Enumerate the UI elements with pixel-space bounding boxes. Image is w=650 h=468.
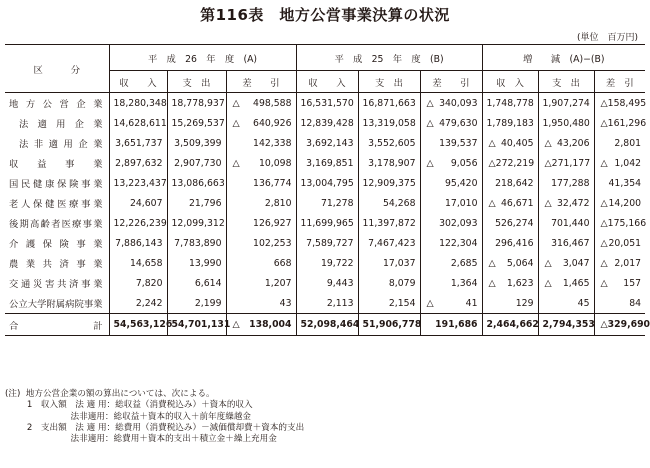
value-cell: 41,354 bbox=[608, 177, 642, 189]
table-row bbox=[5, 213, 645, 233]
value-cell: 129 bbox=[482, 293, 538, 314]
row-label: 法適用企業 bbox=[5, 113, 109, 133]
value-cell: 8,079 bbox=[358, 273, 420, 293]
value-cell: 7,589,727 bbox=[296, 233, 358, 253]
col-header: 収 入 bbox=[296, 71, 358, 93]
value-cell: 19,722 bbox=[296, 253, 358, 273]
value-cell: 2,685 bbox=[420, 253, 482, 273]
value-cell: △ 340,093 bbox=[420, 93, 482, 114]
note-line: (注) 地方公営企業の額の算出については、次による。 bbox=[5, 389, 215, 399]
negative-marker: △ bbox=[488, 137, 496, 149]
unit-label: (単位 百万円) bbox=[576, 33, 638, 43]
value-cell: 9,443 bbox=[296, 273, 358, 293]
value-cell: 136,774 bbox=[226, 173, 296, 193]
page-title: 第116表 地方公営事業決算の状況 bbox=[200, 6, 450, 24]
value-cell: △ 138,004 bbox=[226, 314, 296, 336]
negative-marker: △ bbox=[426, 157, 434, 169]
value-cell: 16,531,570 bbox=[296, 93, 358, 114]
negative-marker: △ bbox=[544, 277, 552, 289]
value-cell: △ 175,166 bbox=[600, 217, 647, 229]
negative-marker: △ bbox=[488, 157, 496, 169]
value-cell: 17,037 bbox=[358, 253, 420, 273]
table-row bbox=[5, 293, 645, 314]
negative-marker: △ bbox=[544, 157, 552, 169]
value-cell: △ 32,472 bbox=[538, 193, 594, 213]
value-cell: 3,509,399 bbox=[167, 133, 226, 153]
note-line: 1 収入額 法 適 用：総収益（消費税込み）＋資本的収入 bbox=[5, 400, 253, 411]
value-cell: △ 1,623 bbox=[482, 273, 538, 293]
col-header: 収 入 bbox=[482, 71, 538, 93]
table-row bbox=[5, 93, 645, 114]
table-row bbox=[5, 113, 645, 133]
value-cell: 71,278 bbox=[296, 193, 358, 213]
negative-marker: △ bbox=[600, 97, 608, 109]
negative-marker: △ bbox=[544, 257, 552, 269]
value-cell: 701,440 bbox=[538, 213, 594, 233]
negative-marker: △ bbox=[426, 97, 434, 109]
value-cell: 296,416 bbox=[482, 233, 538, 253]
value-cell: 1,950,480 bbox=[538, 113, 594, 133]
value-cell: 51,906,778 bbox=[358, 314, 420, 336]
col-header: 収 入 bbox=[109, 71, 167, 93]
value-cell: 1,207 bbox=[226, 273, 296, 293]
table-row bbox=[5, 233, 645, 253]
value-cell: 18,280,348 bbox=[109, 93, 167, 114]
table-row bbox=[5, 273, 645, 293]
row-label: 合 計 bbox=[5, 314, 109, 336]
value-cell: 12,839,428 bbox=[296, 113, 358, 133]
value-cell: △ 271,177 bbox=[538, 153, 594, 173]
note-line: 法非適用：総収益＋資本的収入＋前年度繰越金 bbox=[5, 411, 252, 422]
negative-marker: △ bbox=[232, 157, 240, 169]
value-cell: △ 1,465 bbox=[538, 273, 594, 293]
value-cell: 1,907,274 bbox=[538, 93, 594, 114]
value-cell: 54,563,126 bbox=[109, 314, 167, 336]
negative-marker: △ bbox=[600, 237, 608, 249]
value-cell: △ 9,056 bbox=[420, 153, 482, 173]
value-cell: △ 158,495 bbox=[600, 97, 647, 109]
value-cell: 11,397,872 bbox=[358, 213, 420, 233]
value-cell: 13,004,795 bbox=[296, 173, 358, 193]
col-header: 支 出 bbox=[538, 71, 594, 93]
value-cell: 668 bbox=[226, 253, 296, 273]
row-label: 法非適用企業 bbox=[5, 133, 109, 153]
value-cell: 2,801 bbox=[614, 137, 642, 149]
value-cell: 2,113 bbox=[296, 293, 358, 314]
row-label: 農業共済事業 bbox=[5, 253, 109, 273]
kubun-header: 区 分 bbox=[5, 45, 109, 93]
negative-marker: △ bbox=[600, 117, 608, 129]
value-cell: 54,701,131 bbox=[167, 314, 226, 336]
negative-marker: △ bbox=[232, 117, 240, 129]
negative-marker: △ bbox=[232, 97, 240, 109]
value-cell: 14,628,611 bbox=[109, 113, 167, 133]
value-cell: 122,304 bbox=[420, 233, 482, 253]
value-cell: △ 5,064 bbox=[482, 253, 538, 273]
negative-marker: △ bbox=[488, 197, 496, 209]
value-cell: △ 640,926 bbox=[226, 113, 296, 133]
group-header-h26: 平 成 26 年 度 (A) bbox=[109, 45, 296, 71]
negative-marker: △ bbox=[600, 197, 608, 209]
row-label: 収益事業 bbox=[5, 153, 109, 173]
value-cell: 3,552,605 bbox=[358, 133, 420, 153]
negative-marker: △ bbox=[426, 117, 434, 129]
value-cell: △ 479,630 bbox=[420, 113, 482, 133]
negative-marker: △ bbox=[544, 137, 552, 149]
value-cell: 13,086,663 bbox=[167, 173, 226, 193]
col-header: 差 引 bbox=[420, 71, 482, 93]
note-line: 法非適用：総費用＋資本的支出＋積立金＋繰上充用金 bbox=[5, 434, 277, 445]
value-cell: 7,886,143 bbox=[109, 233, 167, 253]
value-cell: 2,794,353 bbox=[538, 314, 594, 336]
value-cell: 142,338 bbox=[226, 133, 296, 153]
value-cell: 45 bbox=[538, 293, 594, 314]
value-cell: △ 157 bbox=[600, 277, 642, 289]
value-cell: 17,010 bbox=[420, 193, 482, 213]
group-header-h25: 平 成 25 年 度 (B) bbox=[296, 45, 482, 71]
value-cell: 18,778,937 bbox=[167, 93, 226, 114]
row-label: 地方公営企業 bbox=[5, 93, 109, 114]
table-row bbox=[5, 253, 645, 273]
value-cell: △ 329,690 bbox=[594, 314, 645, 336]
value-cell: 7,820 bbox=[109, 273, 167, 293]
value-cell: 13,223,437 bbox=[109, 173, 167, 193]
col-header: 支 出 bbox=[358, 71, 420, 93]
value-cell: △ 272,219 bbox=[482, 153, 538, 173]
negative-marker: △ bbox=[600, 217, 608, 229]
row-label: 公立大学附属病院事業 bbox=[5, 293, 109, 314]
table-body bbox=[5, 93, 650, 336]
value-cell: 12,226,239 bbox=[109, 213, 167, 233]
value-cell: △ 3,047 bbox=[538, 253, 594, 273]
value-cell: 21,796 bbox=[167, 193, 226, 213]
table-row bbox=[5, 193, 645, 213]
value-cell: △ 40,405 bbox=[482, 133, 538, 153]
value-cell: 13,319,058 bbox=[358, 113, 420, 133]
value-cell: △ 498,588 bbox=[226, 93, 296, 114]
col-header: 差 引 bbox=[594, 71, 645, 93]
row-label: 国民健康保険事業 bbox=[5, 173, 109, 193]
negative-marker: △ bbox=[232, 319, 240, 330]
value-cell: 13,990 bbox=[167, 253, 226, 273]
value-cell: 177,288 bbox=[538, 173, 594, 193]
note-line: 2 支出額 法 適 用：総費用（消費税込み）－減価償却費＋資本的支出 bbox=[5, 422, 305, 433]
value-cell: 1,789,183 bbox=[482, 113, 538, 133]
value-cell: 2,810 bbox=[226, 193, 296, 213]
row-label: 老人保健医療事業 bbox=[5, 193, 109, 213]
value-cell: 84 bbox=[629, 297, 642, 309]
value-cell: △ 43,206 bbox=[538, 133, 594, 153]
value-cell: 3,651,737 bbox=[109, 133, 167, 153]
value-cell: 2,907,730 bbox=[167, 153, 226, 173]
value-cell: 2,154 bbox=[358, 293, 420, 314]
total-row bbox=[5, 314, 645, 336]
value-cell: 15,269,537 bbox=[167, 113, 226, 133]
value-cell: △ 46,671 bbox=[482, 193, 538, 213]
value-cell: 12,099,312 bbox=[167, 213, 226, 233]
value-cell: 12,909,375 bbox=[358, 173, 420, 193]
value-cell: 11,699,965 bbox=[296, 213, 358, 233]
value-cell: 14,658 bbox=[109, 253, 167, 273]
row-label: 介護保険事業 bbox=[5, 233, 109, 253]
negative-marker: △ bbox=[488, 277, 496, 289]
value-cell: 52,098,464 bbox=[296, 314, 358, 336]
value-cell: 1,364 bbox=[420, 273, 482, 293]
negative-marker: △ bbox=[600, 277, 608, 289]
value-cell: △ 14,200 bbox=[600, 197, 642, 209]
value-cell: 2,897,632 bbox=[109, 153, 167, 173]
negative-marker: △ bbox=[600, 319, 608, 330]
value-cell: 218,642 bbox=[482, 173, 538, 193]
value-cell: 2,199 bbox=[167, 293, 226, 314]
negative-marker: △ bbox=[426, 297, 434, 309]
settlement-table bbox=[5, 44, 650, 336]
row-label: 後期高齢者医療事業 bbox=[5, 213, 109, 233]
value-cell: △ 1,042 bbox=[600, 157, 642, 169]
value-cell: 3,178,907 bbox=[358, 153, 420, 173]
value-cell: 302,093 bbox=[420, 213, 482, 233]
value-cell: 6,614 bbox=[167, 273, 226, 293]
value-cell: 2,464,662 bbox=[482, 314, 538, 336]
value-cell: △ 41 bbox=[420, 293, 482, 314]
group-header-change: 増 減 (A)−(B) bbox=[482, 45, 645, 71]
table-row bbox=[5, 133, 645, 153]
value-cell: 54,268 bbox=[358, 193, 420, 213]
negative-marker: △ bbox=[600, 157, 608, 169]
value-cell: △ 10,098 bbox=[226, 153, 296, 173]
footnotes bbox=[5, 389, 304, 445]
value-cell: 139,537 bbox=[420, 133, 482, 153]
value-cell: 2,242 bbox=[109, 293, 167, 314]
value-cell: 16,871,663 bbox=[358, 93, 420, 114]
value-cell: 1,748,778 bbox=[482, 93, 538, 114]
value-cell: 3,169,851 bbox=[296, 153, 358, 173]
value-cell: 191,686 bbox=[420, 314, 482, 336]
value-cell: 102,253 bbox=[226, 233, 296, 253]
value-cell: 316,467 bbox=[538, 233, 594, 253]
value-cell: 43 bbox=[226, 293, 296, 314]
value-cell: △ 2,017 bbox=[600, 257, 642, 269]
col-header: 差 引 bbox=[226, 71, 296, 93]
value-cell: 3,692,143 bbox=[296, 133, 358, 153]
value-cell: 126,927 bbox=[226, 213, 296, 233]
value-cell: 526,274 bbox=[482, 213, 538, 233]
value-cell: 95,420 bbox=[420, 173, 482, 193]
negative-marker: △ bbox=[488, 257, 496, 269]
table-row bbox=[5, 173, 645, 193]
value-cell: △ 161,296 bbox=[600, 117, 647, 129]
value-cell: 7,467,423 bbox=[358, 233, 420, 253]
table-row bbox=[5, 153, 645, 173]
row-label: 交通災害共済事業 bbox=[5, 273, 109, 293]
negative-marker: △ bbox=[600, 257, 608, 269]
col-header: 支 出 bbox=[167, 71, 226, 93]
value-cell: 7,783,890 bbox=[167, 233, 226, 253]
negative-marker: △ bbox=[544, 197, 552, 209]
value-cell: 24,607 bbox=[109, 193, 167, 213]
value-cell: △ 20,051 bbox=[600, 237, 642, 249]
